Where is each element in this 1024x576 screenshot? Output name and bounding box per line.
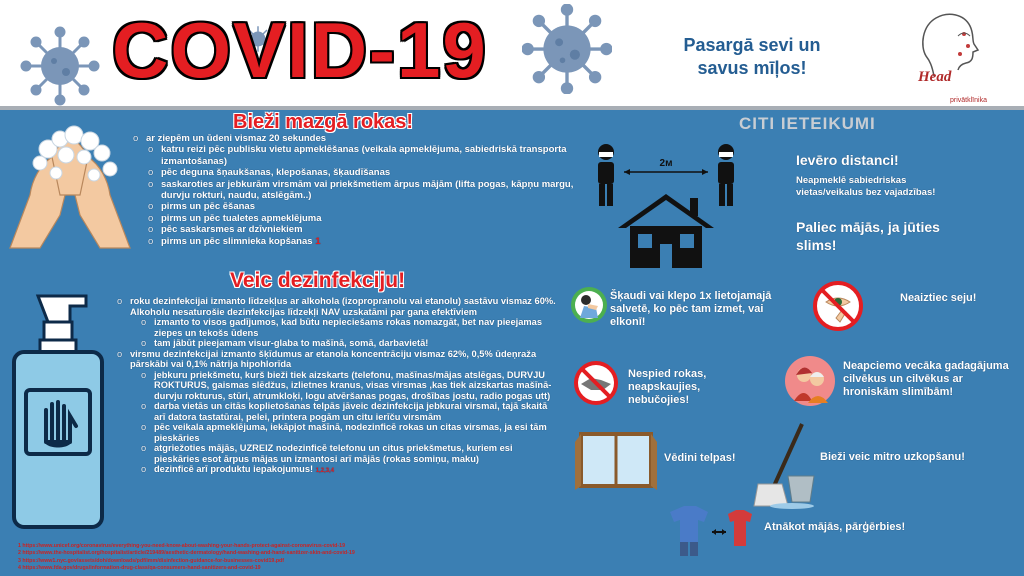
list-item: o jebkuru priekšmetu, kurš bieži tiek aizskarts (telefonu, mašīnas/mājas atslēgas, DURVJU ROKTURUS, gaismas slēdžus, izlietnes kranus, visas virsmas ,kas tiek aizskartas mašīnā-durvju rokturus, stūri, atrumkloķi, logu atvēršanas pogas, drošības jostu, radio pogas utt) [154, 370, 560, 402]
no-touch-face-icon [812, 280, 864, 332]
section-title-tips: CITI IETEIKUMI [739, 114, 876, 133]
references [18, 543, 608, 572]
tip-elderly: Neapciemo vecāka gadagājuma cilvēkus un cilvēkus ar hroniskām slimībām! [843, 360, 1009, 398]
reference-link[interactable]: 1 https://www.unicef.org/coronavirus/everything-you-need-know-about-washing-your-hands-protect-against-coronavirus-covid-19 [18, 543, 346, 549]
list-item: o roku dezinfekcijai izmanto līdzekļus ar alkohola (izopropranolu vai etanolu) sastāvu vismaz 60%. Alkoholu nesaturošie dezinfekcijas līdzekļi NAV uzskatāmi par gana efektīviem [130, 296, 560, 317]
list-item: o pēc deguna šņaukšanas, klepošanas, šķaudīšanas [161, 167, 586, 178]
list-item: o dezinficē arī produktu iepakojumus! 1,2,3,4 [154, 464, 560, 477]
elderly-icon [784, 355, 836, 407]
sanitizer-bottle-icon [8, 292, 108, 532]
page-title: COVID-19 [112, 6, 488, 94]
list-item: o virsmu dezinfekcijai izmanto šķīdumus ar etanola koncentrāciju vismaz 62%, 0,5% ūdeņraža pārskābi vai 0,1% nātrija hipohlorīda [130, 349, 560, 370]
logo-subtitle: privātklīnika [950, 97, 987, 104]
tagline-line-1: Pasargā sevi un [683, 35, 821, 55]
list-item: o izmanto to visos gadījumos, kad būtu nepieciešams rokas nomazgāt, bet nav pieejamas ziepes un tekošs ūdens [154, 317, 560, 338]
list-item: o pirms un pēc tualetes apmeklējuma [161, 213, 586, 224]
tip-clean: Bieži veic mitro uzkopšanu! [820, 451, 965, 463]
clothes-change-icon [666, 502, 756, 558]
no-handshake-icon [573, 360, 619, 406]
list-item: o pirms un pēc slimnieka kopšanas 1 [161, 236, 586, 247]
tagline-line-2: savus mīļos! [697, 58, 807, 78]
head-logo-icon [912, 6, 982, 78]
window-icon [575, 428, 657, 492]
tip-distance-title: Ievēro distanci! [796, 152, 899, 168]
virus-icon [522, 4, 612, 94]
section-title-wash: Bieži mazgā rokas! [233, 111, 414, 133]
tip-no-handshake: Nespied rokas, neapskaujies, nebučojies! [628, 368, 707, 406]
list-item: o tam jābūt pieejamam visur-glaba to mašīnā, somā, darbavietā! [154, 338, 560, 349]
distance-label: 2м [659, 158, 673, 169]
sneeze-icon [570, 286, 608, 324]
mop-bucket-icon [752, 420, 818, 510]
tip-change-clothes: Atnākot mājās, pārģērbies! [764, 521, 906, 533]
reference-link[interactable]: 4 https://www.fda.gov/drugs/information-drug-class/qa-consumers-hand-sanitizers-and-covid-19 [18, 564, 261, 571]
reference-marker: 1 [315, 235, 321, 247]
section-title-disinfection: Veic dezinfekciju! [230, 269, 406, 292]
list-item: o darba vietās un citās koplietošanas telpās jāveic dezinfekcija jebkurai virsmai, tajā skaitā arī datora tastatūrai, pelei, printera pogām un citu ierīču virsmām [154, 401, 560, 422]
tip-stay-home: Paliec mājās, ja jūties slims! [796, 219, 940, 253]
tip-no-face-touch: Neaiztiec seju! [900, 292, 977, 304]
wash-list [146, 133, 586, 247]
list-item: o pēc veikala apmeklējuma, iekāpjot mašīnā, nodezinficē rokas un citas virsmas, ja esi tām pieskāries [154, 422, 560, 443]
list-item: o pēc saskarsmes ar dzīvniekiem [161, 224, 586, 235]
logo-text: Head [918, 69, 952, 85]
list-item: o ar ziepēm un ūdeni vismaz 20 sekundes [146, 133, 586, 144]
disinfection-list [130, 296, 560, 477]
list-item: o atgriežoties mājās, UZREIZ nodezinficē telefonu un citus priekšmetus, kuriem esi pieskāries esot ārpus mājas un izmantosi arī mājās (rokas somiņu, maku) [154, 443, 560, 464]
list-item: o katru reizi pēc publisku vietu apmeklēšanas (veikala apmeklējuma, sabiedriskā transporta izmantošanas) [161, 144, 586, 167]
reference-link[interactable]: 3 https://www1.nyc.gov/assets/doh/downloads/pdf/imm/disinfection-guidance-for-businesses-covid19.pdf [18, 557, 285, 564]
virus-icon [20, 26, 100, 106]
tagline [657, 34, 847, 80]
tip-distance-desc: Neapmeklē sabiedriskas vietas/veikalus bez vajadzības! [796, 175, 936, 198]
list-item: o pirms un pēc ēšanas [161, 201, 586, 212]
tip-ventilate: Vēdini telpas! [664, 452, 736, 464]
reference-marker: 1,2,3,4 [315, 468, 335, 474]
reference-link[interactable]: 2 https://www.the-hospitalist.org/hospitalist/article/219489/aesthetic-dermatology/hand-washing-and-hand-sanitizer-skin-and-covid-19 [18, 550, 355, 557]
social-distance-icon [590, 140, 750, 270]
tip-sneeze: Šķaudi vai klepo 1x lietojamajā salvetē, ko pēc tam izmet, vai elkonī! [610, 290, 772, 328]
hand-washing-icon [0, 125, 140, 250]
list-item: o saskaroties ar jebkurām virsmām vai priekšmetiem ārpus mājām (lifta pogas, kāpņu margu, durvju rokturi, naudu, atslēgām..) [161, 179, 586, 202]
